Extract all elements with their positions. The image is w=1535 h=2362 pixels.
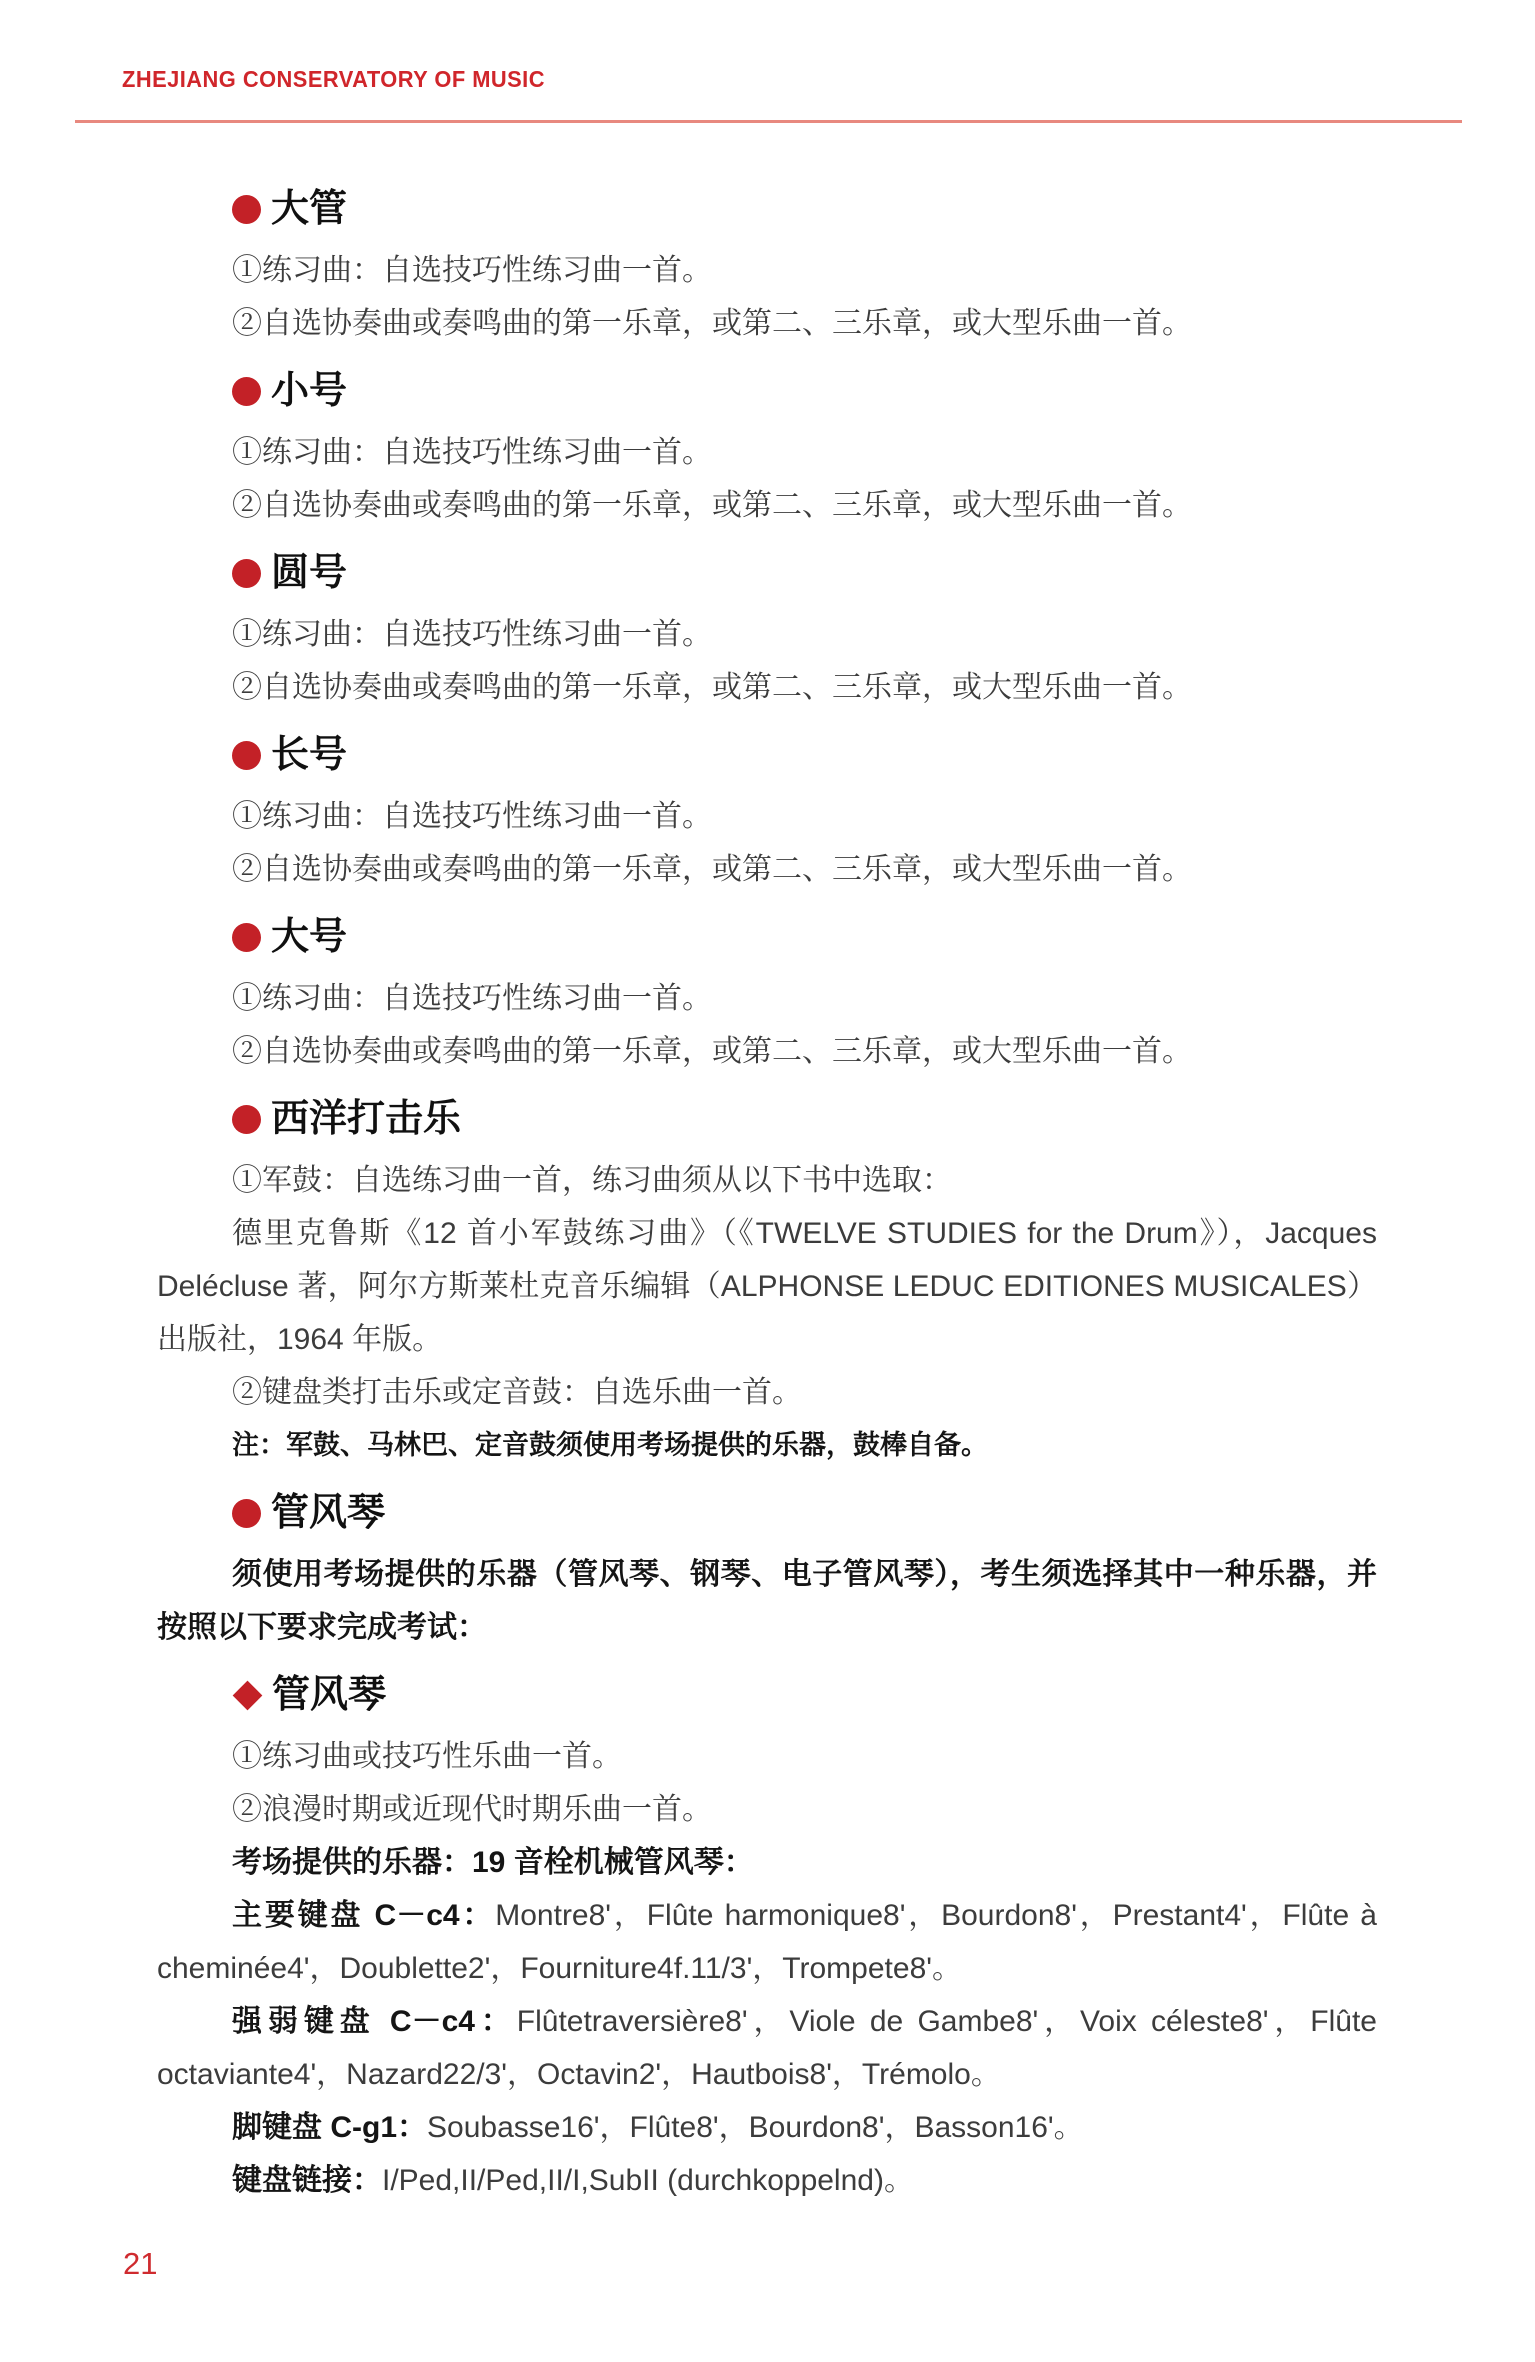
- requirement-item: ②自选协奏曲或奏鸣曲的第一乐章，或第二、三乐章，或大型乐曲一首。: [232, 307, 1192, 340]
- manual-spec-line: [157, 1889, 1377, 1995]
- section-title: 管风琴: [271, 1492, 386, 1534]
- bullet-circle-icon: [232, 559, 261, 588]
- requirement-item: ①练习曲：自选技巧性练习曲一首。: [232, 618, 712, 651]
- manual-stops: Soubasse16'，Flûte8'，Bourdon8'，Basson16'。: [427, 2111, 1084, 2144]
- section-bassoon: [157, 186, 1377, 350]
- manual-spec-line: [157, 2154, 1377, 2207]
- section-heading: [157, 1096, 1377, 1142]
- organ-intro-paragraph: 须使用考场提供的乐器（管风琴、钢琴、电子管风琴），考生须选择其中一种乐器，并按照以下要求完成考试：: [157, 1558, 1377, 1644]
- bullet-circle-icon: [232, 1499, 261, 1528]
- requirement-item: ①练习曲：自选技巧性练习曲一首。: [232, 254, 712, 287]
- section-heading: [157, 550, 1377, 596]
- manual-label: 主要键盘 C－c4：: [232, 1899, 496, 1932]
- manual-label: 键盘链接：: [232, 2164, 382, 2197]
- manual-stops: Flûtetraversière8'，Viole de Gambe8'，Voix céleste8'，Flûte octaviante4'，Nazard22/3'，Octavin2'，Hautbois8'，Trémolo。: [157, 2005, 1377, 2091]
- note-line: 注：军鼓、马林巴、定音鼓须使用考场提供的乐器，鼓棒自备。: [232, 1430, 988, 1460]
- requirement-item: ①练习曲：自选技巧性练习曲一首。: [232, 982, 712, 1015]
- requirement-item: ①练习曲：自选技巧性练习曲一首。: [232, 800, 712, 833]
- section-tuba: [157, 914, 1377, 1078]
- requirement-item: ②自选协奏曲或奏鸣曲的第一乐章，或第二、三乐章，或大型乐曲一首。: [232, 489, 1192, 522]
- header-brand: ZHEJIANG CONSERVATORY OF MUSIC: [122, 66, 545, 92]
- page-number: 21: [123, 2246, 158, 2281]
- section-trumpet: [157, 368, 1377, 532]
- subsection-heading: [157, 1672, 1377, 1718]
- section-title: 大管: [271, 188, 348, 230]
- bullet-circle-icon: [232, 923, 261, 952]
- requirement-item: ②键盘类打击乐或定音鼓：自选乐曲一首。: [232, 1376, 802, 1409]
- bullet-circle-icon: [232, 741, 261, 770]
- requirement-item: ②自选协奏曲或奏鸣曲的第一乐章，或第二、三乐章，或大型乐曲一首。: [232, 1035, 1192, 1068]
- section-title: 大号: [271, 916, 348, 958]
- bullet-circle-icon: [232, 377, 261, 406]
- section-title: 西洋打击乐: [271, 1098, 462, 1140]
- section-trombone: [157, 732, 1377, 896]
- section-heading: [157, 186, 1377, 232]
- requirement-item: ①军鼓：自选练习曲一首，练习曲须从以下书中选取：: [232, 1164, 952, 1197]
- manual-label: 强弱键盘 C－c4：: [232, 2005, 517, 2038]
- section-french-horn: [157, 550, 1377, 714]
- section-organ: [157, 1490, 1377, 2207]
- bullet-circle-icon: [232, 1105, 261, 1134]
- subsection-title: 管风琴: [272, 1674, 387, 1716]
- manual-label: 脚键盘 C-g1：: [232, 2111, 427, 2144]
- requirement-item: ②自选协奏曲或奏鸣曲的第一乐章，或第二、三乐章，或大型乐曲一首。: [232, 671, 1192, 704]
- book-reference-paragraph: 德里克鲁斯《12 首小军鼓练习曲》（《TWELVE STUDIES for the Drum》），Jacques Delécluse 著，阿尔方斯莱杜克音乐编辑（ALPHONSE LEDUC EDITIONES MUSICALES）出版社，1964 年版。: [157, 1217, 1377, 1356]
- section-title: 小号: [271, 370, 348, 412]
- section-heading: [157, 914, 1377, 960]
- manual-spec-line: [157, 2101, 1377, 2154]
- manual-stops: Montre8'，Flûte harmonique8'，Bourdon8'，Prestant4'，Flûte à cheminée4'，Doublette2'，Fourniture4f.11/3'，Trompete8'。: [157, 1899, 1377, 1985]
- page-content: [157, 168, 1377, 2207]
- requirement-item: ②自选协奏曲或奏鸣曲的第一乐章，或第二、三乐章，或大型乐曲一首。: [232, 853, 1192, 886]
- requirement-item: ①练习曲：自选技巧性练习曲一首。: [232, 436, 712, 469]
- manual-spec-line: [157, 1995, 1377, 2101]
- requirement-item: ①练习曲或技巧性乐曲一首。: [232, 1740, 622, 1773]
- section-title: 长号: [271, 734, 348, 776]
- provided-instrument-line: 考场提供的乐器：19 音栓机械管风琴：: [232, 1846, 754, 1879]
- bullet-circle-icon: [232, 195, 261, 224]
- manual-stops: I/Ped,II/Ped,II/I,SubII (durchkoppelnd)。: [382, 2164, 914, 2197]
- requirement-item: ②浪漫时期或近现代时期乐曲一首。: [232, 1793, 712, 1826]
- section-title: 圆号: [271, 552, 348, 594]
- bullet-diamond-icon: [233, 1680, 263, 1710]
- section-heading: [157, 368, 1377, 414]
- section-heading: [157, 732, 1377, 778]
- section-heading: [157, 1490, 1377, 1536]
- section-western-percussion: [157, 1096, 1377, 1472]
- header-rule: [75, 120, 1462, 123]
